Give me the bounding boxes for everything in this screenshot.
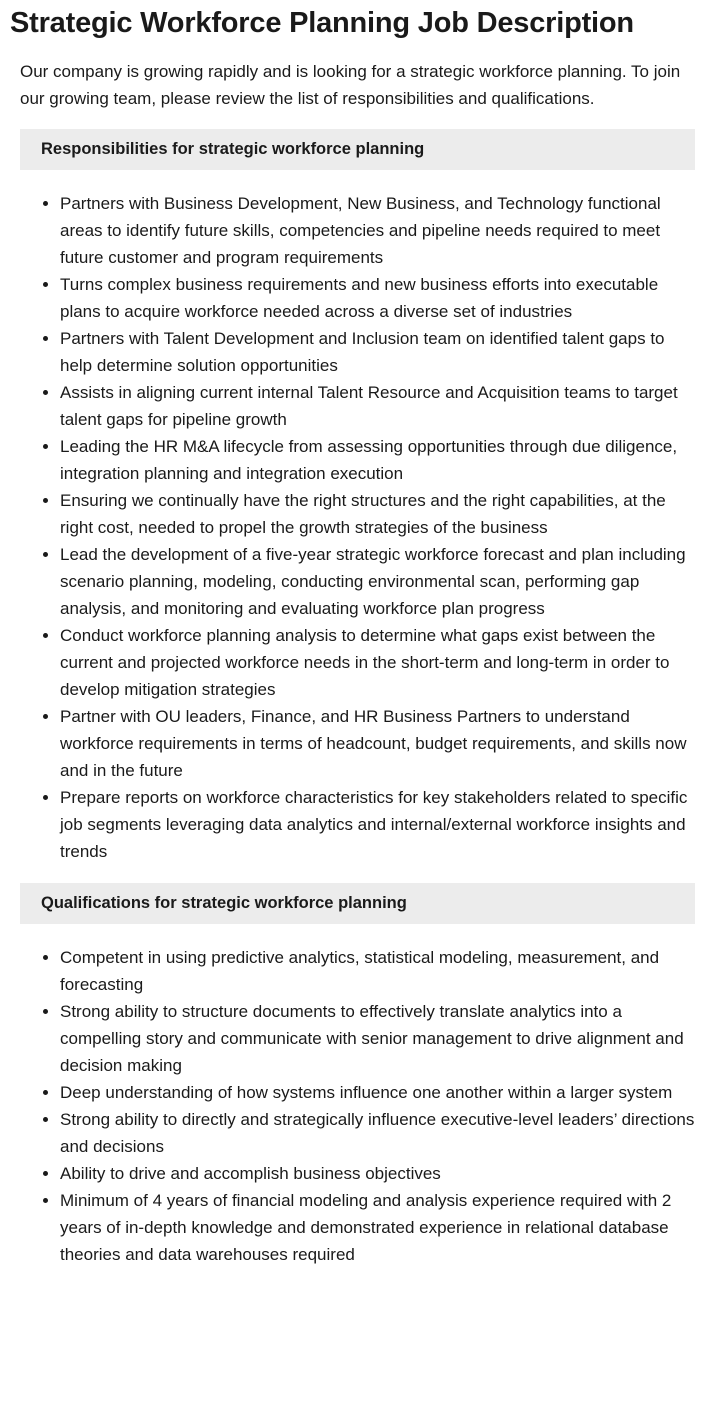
list-item: • Conduct workforce planning analysis to determine what gaps exist between the current and projected workforce needs in the short-term and long-term in order to develop mitigation strategies bbox=[60, 622, 695, 703]
list-item: • Strong ability to structure documents to effectively translate analytics into a compelling story and communicate with senior management to drive alignment and decision making bbox=[60, 998, 695, 1079]
page-title: Strategic Workforce Planning Job Description bbox=[10, 7, 634, 39]
list-item: • Competent in using predictive analytics, statistical modeling, measurement, and forecasting bbox=[60, 944, 695, 998]
list-item: • Prepare reports on workforce characteristics for key stakeholders related to specific job segments leveraging data analytics and internal/external workforce insights and trends bbox=[60, 784, 695, 865]
intro-text: Our company is growing rapidly and is looking for a strategic workforce planning. To join our growing team, please review the list of responsibilities and qualifications. bbox=[20, 62, 681, 108]
responsibilities-list bbox=[20, 190, 695, 865]
list-item: • Turns complex business requirements and new business efforts into executable plans to acquire workforce needed across a diverse set of industries bbox=[60, 271, 695, 325]
list-item: • Minimum of 4 years of financial modeling and analysis experience required with 2 years of in-depth knowledge and demonstrated experience in relational database theories and data warehouses required bbox=[60, 1187, 695, 1268]
list-item: • Leading the HR M&A lifecycle from assessing opportunities through due diligence, integration planning and integration execution bbox=[60, 433, 695, 487]
list-item: • Ability to drive and accomplish business objectives bbox=[60, 1160, 695, 1187]
list-item: • Assists in aligning current internal Talent Resource and Acquisition teams to target talent gaps for pipeline growth bbox=[60, 379, 695, 433]
list-item: • Strong ability to directly and strategically influence executive-level leaders’ directions and decisions bbox=[60, 1106, 695, 1160]
responsibilities-heading: Responsibilities for strategic workforce planning bbox=[20, 129, 695, 170]
list-item: • Deep understanding of how systems influence one another within a larger system bbox=[60, 1079, 695, 1106]
list-item: • Ensuring we continually have the right structures and the right capabilities, at the right cost, needed to propel the growth strategies of the business bbox=[60, 487, 695, 541]
list-item: • Partner with OU leaders, Finance, and HR Business Partners to understand workforce requirements in terms of headcount, budget requirements, and skills now and in the future bbox=[60, 703, 695, 784]
list-item: • Partners with Business Development, New Business, and Technology functional areas to identify future skills, competencies and pipeline needs required to meet future customer and program requirements bbox=[60, 190, 695, 271]
list-item: • Partners with Talent Development and Inclusion team on identified talent gaps to help determine solution opportunities bbox=[60, 325, 695, 379]
qualifications-list bbox=[20, 944, 695, 1268]
qualifications-heading: Qualifications for strategic workforce planning bbox=[20, 883, 695, 924]
list-item: • Lead the development of a five-year strategic workforce forecast and plan including scenario planning, modeling, conducting environmental scan, performing gap analysis, and monitoring and evaluating workforce plan progress bbox=[60, 541, 695, 622]
